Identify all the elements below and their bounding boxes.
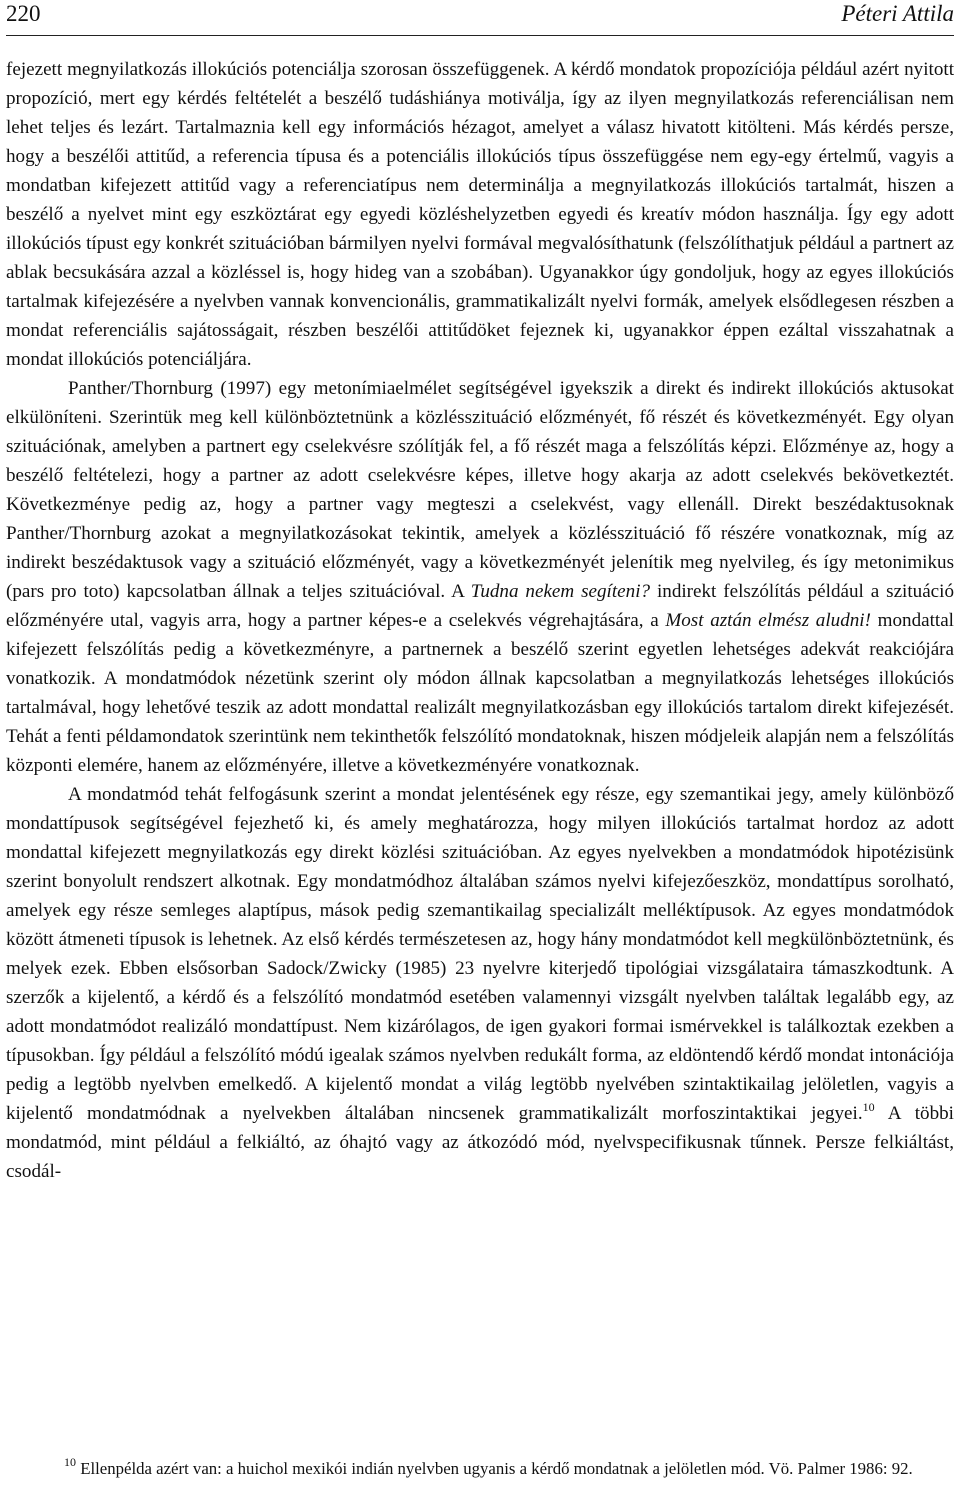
footnote-number: 10 (64, 1455, 76, 1469)
footnote-text: Ellenpélda azért van: a huichol mexikói indián nyelvben ugyanis a kérdő mondatnak a jelöletlen mód. Vö. Palmer 1986: 92. (76, 1459, 913, 1478)
paragraph (6, 780, 954, 1186)
body-text (6, 55, 954, 1186)
paragraph-text: A többi mondatmód, mint például a felkiáltó, az óhajtó vagy az átkozódó mód, nyelvspecifikusnak tűnnek. Persze felkiáltást, csodál- (6, 1103, 954, 1182)
paragraph-text: A mondatmód tehát felfogásunk szerint a mondat jelentésének egy része, egy szemantikai jegy, amely különböző mondattípusok segítségével fejezhető ki, és amely meghatározza, hogy milyen illokúciós tartalmat hordoz az adott mondattal kifejezett megnyilatkozás egy direkt közlési szituációban. Az egyes nyelvekben a mondatmódok hipotézisünk szerint bonyolult rendszert alkotnak. Egy mondatmódhoz általában számos nyelvi kifejezőeszköz, mondattípus sorolható, amelyek egy része semleges alaptípus, mások pedig szemantikailag specializált melléktípusok. Az egyes mondatmódok között átmeneti típusok is lehetnek. Az első kérdés természetesen az, hogy hány mondatmódot kell megkülönböztetnünk, és melyek ezek. Ebben elsősorban Sadock/Zwicky (1985) 23 nyelvre kiterjedő tipológiai vizsgálataira támaszkodtunk. A szerzők a kijelentő, a kérdő és a felszólító mondatmód esetében valamennyi vizsgált nyelvben találtak legalább egy, az adott mondatmódot realizáló mondattípust. Nem kizárólagos, de igen gyakori formai ismérvekkel is találkoztak ezekben a típusokban. Így például a felszólító módú igealak számos nyelvben redukált forma, az eldöntendő kérdő mondat intonációja pedig a legtöbb nyelvben emelkedő. A kijelentő mondat a világ legtöbb nyelvében szintaktikailag jelöletlen, vagyis a kijelentő mondatmódnak a nyelvekben általában nincsenek grammatikalizált morfoszintaktikai jegyei. (6, 784, 954, 1124)
footnote-reference[interactable]: 10 (862, 1100, 875, 1114)
paragraph-text: indirekt felszólítás például a szituáció előzményére utal, vagyis arra, hogy a partner képes-e a cselekvés végrehajtására, a (6, 581, 955, 631)
page-number: 220 (6, 1, 41, 26)
example-sentence: Most aztán elmész aludni! (665, 610, 871, 631)
running-head-author: Péteri Attila (841, 1, 954, 26)
paragraph-text: fejezett megnyilatkozás illokúciós potenciálja szorosan összefüggenek. A kérdő mondatok propozíciója például azért nyitott propozíció, mert egy kérdés feltételét a beszélő tudáshiánya motiválja, így az ilyen megnyilatkozás referenciálisan nem lehet teljes és lezárt. Tartalmaznia kell egy információs hézagot, amelyet a válasz hivatott kitölteni. Más kérdés persze, hogy a beszélői attitűd, a referencia típusa és a potenciális illokúciós típus összefüggése nem egy-egy értelmű, vagyis a mondatban kifejezett attitűd vagy a referenciatípus nem determinálja a megnyilatkozás illokúciós tartalmát, hiszen a beszélő a nyelvet mint egy eszköztárat egy egyedi közléshelyzetben egyedi és kreatív módon használja. Így egy adott illokúciós típust egy konkrét szituációban bármilyen nyelvi formával megvalósíthatunk (felszólíthatjuk például a partnert az ablak becsukására azzal a közléssel is, hogy hideg van a szobában). Ugyanakkor úgy gondoljuk, hogy az egyes illokúciós tartalmak kifejezésére a nyelvben vannak konvencionális, grammatikalizált nyelvi formák, amelyek elsődlegesen részben a mondat referenciális sajátosságait, részben beszélői attitűdöket fejeznek ki, ugyanakkor éppen ezáltal visszahatnak a mondat illokúciós potenciáljára. (6, 59, 954, 370)
example-sentence: Tudna nekem segíteni? (470, 581, 651, 602)
paragraph-text: Panther/Thornburg (1997) egy metonímiaelmélet segítségével igyekszik a direkt és indirekt illokúciós aktusokat elkülöníteni. Szerintük meg kell különböztetnünk a közlésszituáció előzményét, fő részét és következményét. Egy olyan szituációnak, amelyben a partnert egy cselekvésre szólítják fel, a fő részét maga a felszólítás képzi. Előzménye az, hogy a beszélő feltételezi, hogy a partner az adott cselekvésre képes, illetve hogy akarja az adott cselekvés bekövetkeztét. Következménye pedig az, hogy a partner vagy megteszi a cselekvést, vagy ellenáll. Direkt beszédaktusoknak Panther/Thornburg azokat a megnyilatkozásokat tekintik, amelyek a közlésszituáció fő részére vonatkoznak, míg az indirekt beszédaktusok vagy a szituáció előzményét, vagy a következményét jelenítik meg nyelvileg, és így metonimikus (pars pro toto) kapcsolatban állnak a teljes szituációval. A (6, 378, 954, 602)
footnote (6, 1457, 954, 1481)
running-header (6, 0, 954, 36)
paragraph (6, 374, 954, 780)
paragraph-text: mondattal kifejezett felszólítás pedig a következményre, a partnernek a beszélő szerint egyetlen lehetséges adekvát reakciójára vonatkozik. A mondatmódok nézetünk szerint oly módon állnak kapcsolatban a megnyilatkozás lehetséges illokúciós tartalmával, hogy lehetővé teszik az adott mondattal realizált megnyilatkozásban egy illokúciós tartalom direkt kifejezését. Tehát a fenti példamondatok szerintünk nem tekinthetők felszólító mondatoknak, hiszen módjeleik alapján nem a felszólítás központi elemére, hanem az előzményére, illetve a következményére vonatkoznak. (6, 610, 954, 776)
paragraph (6, 55, 954, 374)
